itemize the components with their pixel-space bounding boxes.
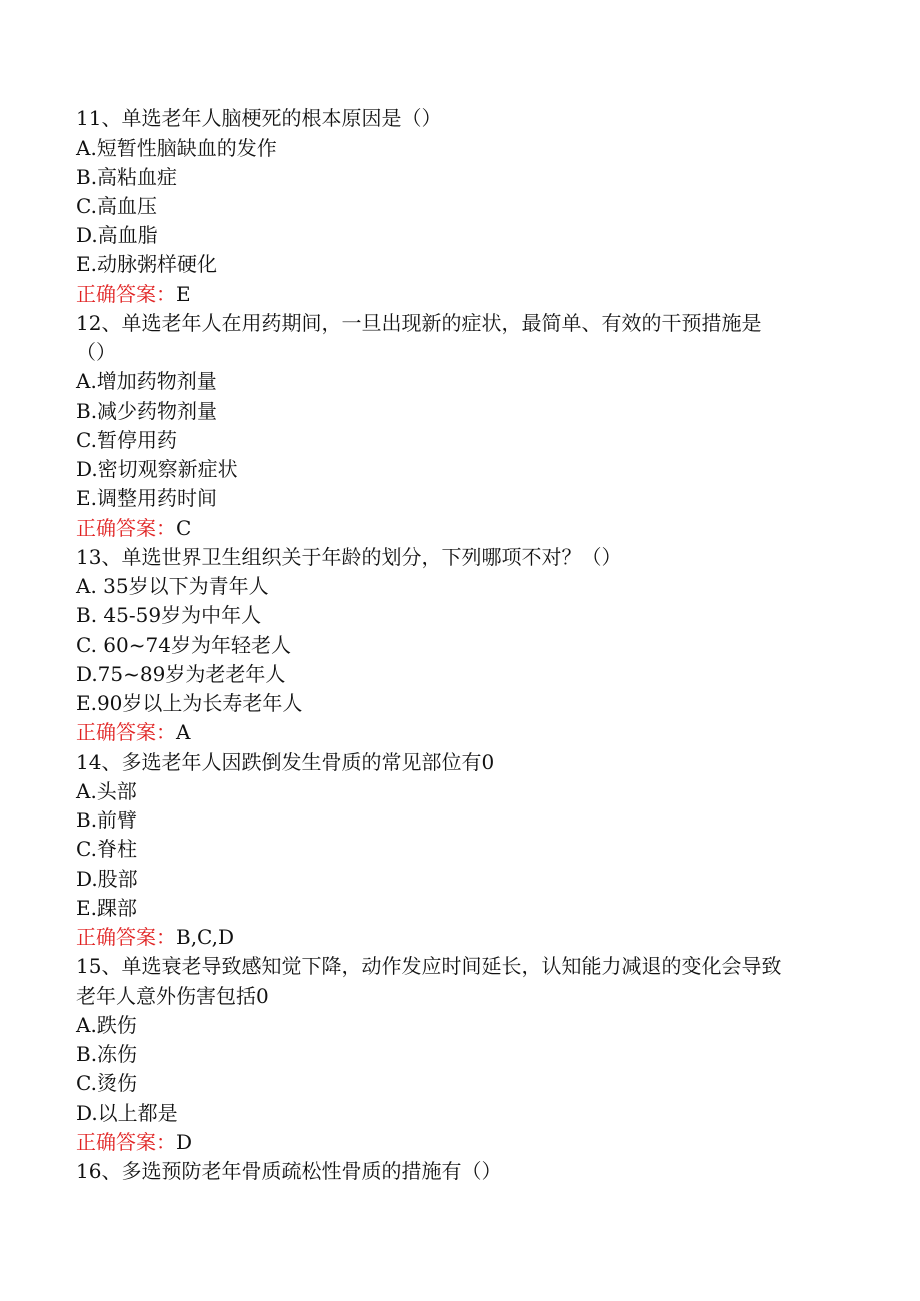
question-14-option-a: A.头部 — [76, 779, 137, 803]
answer-value: A — [176, 720, 191, 744]
answer-value: D — [176, 1130, 193, 1154]
question-11-answer — [76, 280, 866, 308]
question-12-option-e: E.调整用药时间 — [76, 486, 217, 510]
question-11-option-a: A.短暂性脑缺血的发作 — [76, 136, 277, 160]
question-12-stem-cont: （） — [76, 340, 116, 364]
question-11-stem: 11、单选老年人脑梗死的根本原因是（） — [76, 106, 442, 130]
question-14-option-c: C.脊柱 — [76, 837, 137, 861]
answer-label: 正确答案： — [76, 720, 176, 744]
question-11-option-d: D.高血脂 — [76, 223, 158, 247]
answer-label: 正确答案： — [76, 925, 176, 949]
question-16-stem: 16、多选预防老年骨质疏松性骨质的措施有（） — [76, 1159, 502, 1183]
question-15-option-c: C.烫伤 — [76, 1071, 137, 1095]
answer-label: 正确答案： — [76, 282, 176, 306]
question-12-answer — [76, 514, 866, 542]
question-14-answer — [76, 923, 866, 951]
question-15-stem-cont: 老年人意外伤害包括0 — [76, 984, 269, 1008]
question-13-option-a: A. 35岁以下为青年人 — [76, 574, 269, 598]
question-13-stem: 13、单选世界卫生组织关于年龄的划分，下列哪项不对？（） — [76, 545, 622, 569]
question-12-stem: 12、单选老年人在用药期间，一旦出现新的症状，最简单、有效的干预措施是 — [76, 311, 762, 335]
question-11-option-c: C.高血压 — [76, 194, 157, 218]
question-12-option-d: D.密切观察新症状 — [76, 457, 238, 481]
question-12-option-c: C.暂停用药 — [76, 428, 177, 452]
question-14-option-e: E.踝部 — [76, 896, 137, 920]
question-15-option-b: B.冻伤 — [76, 1042, 138, 1066]
question-13-option-e: E.90岁以上为长寿老年人 — [76, 691, 303, 715]
question-13-option-b: B. 45-59岁为中年人 — [76, 603, 262, 627]
question-11-option-b: B.高粘血症 — [76, 165, 178, 189]
question-12-option-b: B.减少药物剂量 — [76, 399, 218, 423]
question-15-option-d: D.以上都是 — [76, 1101, 178, 1125]
question-12-option-a: A.增加药物剂量 — [76, 369, 217, 393]
answer-label: 正确答案： — [76, 516, 176, 540]
question-15-answer — [76, 1128, 866, 1156]
question-15-stem: 15、单选衰老导致感知觉下降，动作发应时间延长，认知能力减退的变化会导致 — [76, 954, 782, 978]
answer-value: E — [176, 282, 191, 306]
question-13-answer — [76, 718, 866, 746]
answer-value: C — [176, 516, 192, 540]
question-14-option-b: B.前臂 — [76, 808, 138, 832]
question-14-option-d: D.股部 — [76, 867, 138, 891]
answer-label: 正确答案： — [76, 1130, 176, 1154]
answer-value: B,C,D — [176, 925, 235, 949]
question-13-option-c: C. 60~74岁为年轻老人 — [76, 633, 291, 657]
question-15-option-a: A.跌伤 — [76, 1013, 137, 1037]
question-11-option-e: E.动脉粥样硬化 — [76, 252, 217, 276]
question-13-option-d: D.75~89岁为老老年人 — [76, 662, 286, 686]
question-14-stem: 14、多选老年人因跌倒发生骨质的常见部位有0 — [76, 750, 495, 774]
